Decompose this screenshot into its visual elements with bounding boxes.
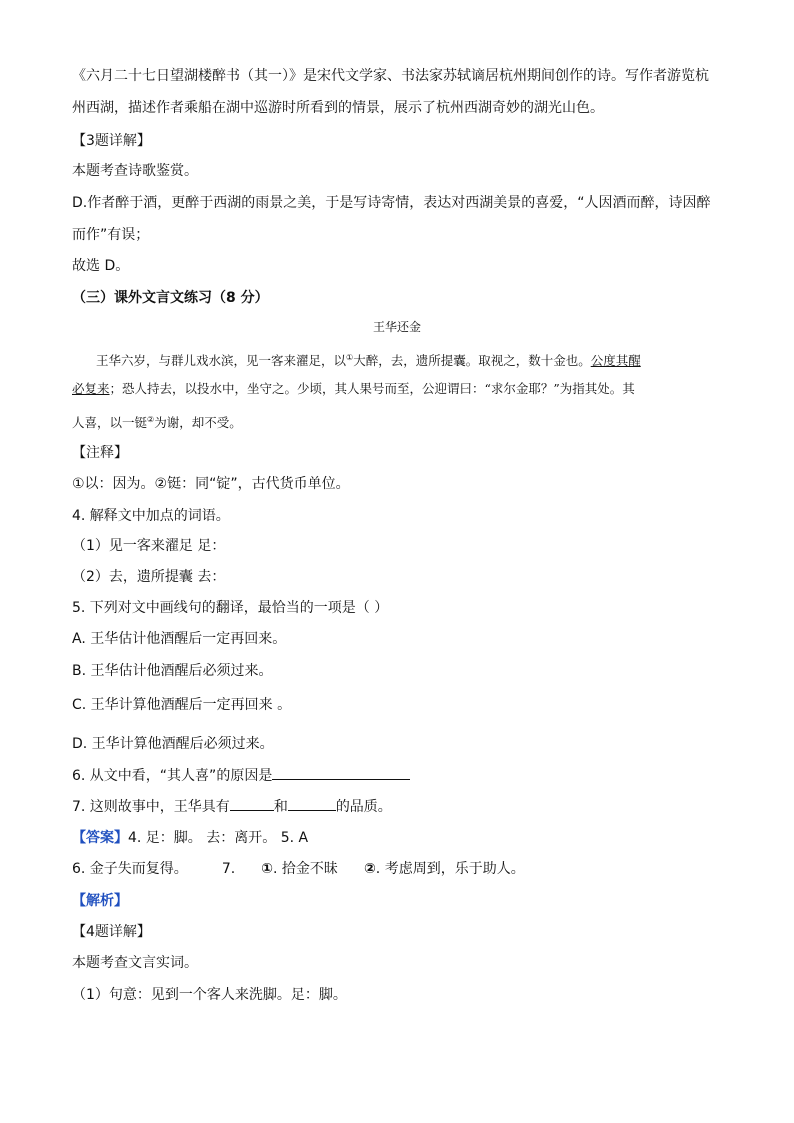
option-a: A. 王华估计他酒醒后一定再回来。 [72,631,287,647]
underlined-sentence: 必复来 [72,381,110,396]
answer-line-1 [72,828,722,848]
passage-line-3 [72,411,722,432]
answer-line-2 [72,859,722,879]
passage-line-1 [96,349,746,370]
option-c: C. 王华计算他酒醒后一定再回来 。 [72,697,292,713]
question-4-1: （1）见一客来濯足 足： [72,538,226,554]
question-7-text: 和 [273,799,288,815]
passage-text: ；恐人持去，以投水中，坐守之。少顷，其人果号而至，公迎谓曰：“求尔金耶？”为指其处。其 [109,381,635,396]
q3-detail-heading: 【3题详解】 [72,133,151,149]
q4-explanation-line-1: （1）句意：见到一个客人来洗脚。足：脚。 [72,987,347,1003]
question-4-2: （2）去，遗所提囊 去： [72,569,226,585]
q3-explanation-line-1: D.作者醉于酒，更醉于西湖的雨景之美，于是写诗寄情，表达对西湖美景的喜爱，“人因酒而醉，诗因醉 [72,195,711,211]
answer-blank [272,765,410,780]
question-5: 5. 下列对文中画线句的翻译，最恰当的一项是（ ） [72,600,389,616]
q3-explanation-line-2: 而作”有误； [72,227,150,243]
notes-heading: 【注释】 [72,445,128,461]
question-7 [72,796,722,817]
answer-text: . 考虑周到，乐于助人。 [375,861,525,877]
answer-text: 7. [221,861,236,877]
underlined-sentence: 公度其醒 [590,353,641,369]
answer-blank [288,796,336,811]
passage-title: 王华还金 [372,320,421,334]
footnote-marker: ② [147,415,155,424]
analysis-label: 【解析】 [72,893,128,909]
answer-blank [230,796,274,811]
passage-line-2 [72,380,722,398]
answer-text: 4. 足：脚。 去：离开。 5. A [128,830,309,846]
q3-choice: 故选 D。 [72,258,130,274]
option-d: D. 王华计算他酒醒后必须过来。 [72,736,274,752]
passage-text: 大醉，去，遗所提囊。取视之，数十金也。 [353,353,591,369]
q3-topic: 本题考查诗歌鉴赏。 [72,163,198,179]
circled-number: ② [363,861,376,877]
option-b: B. 王华估计他酒醒后必须过来。 [72,663,273,679]
footnote-marker: ① [346,353,354,362]
q4-topic: 本题考查文言实词。 [72,955,198,971]
passage-text: 人喜，以一铤 [72,415,148,431]
section-heading: （三）课外文言文练习（8 分） [72,290,269,306]
q4-detail-heading: 【4题详解】 [72,924,151,940]
circled-number: ① [261,861,274,877]
answer-label: 【答案】 [72,830,128,846]
question-6-text: 6. 从文中看，“其人喜”的原因是 [72,768,273,784]
intro-line-1: 《六月二十七日望湖楼醉书（其一）》是宋代文学家、书法家苏轼谪居杭州期间创作的诗。写作者游览杭 [72,68,709,84]
notes-text: ①以：因为。②铤：同“锭”，古代货币单位。 [72,476,350,492]
question-7-text: 7. 这则故事中，王华具有 [72,799,230,815]
answer-text: 6. 金子失而复得。 [72,861,188,877]
question-4: 4. 解释文中加点的词语。 [72,508,230,524]
passage-text: 为谢，却不受。 [154,415,242,431]
answer-text: . 拾金不昧 [273,861,338,877]
question-7-text: 的品质。 [335,799,392,815]
intro-line-2: 州西湖，描述作者乘船在湖中巡游时所看到的情景，展示了杭州西湖奇妙的湖光山色。 [72,100,604,116]
passage-text: 王华六岁，与群儿戏水滨，见一客来濯足，以 [96,353,347,369]
question-6 [72,765,722,786]
